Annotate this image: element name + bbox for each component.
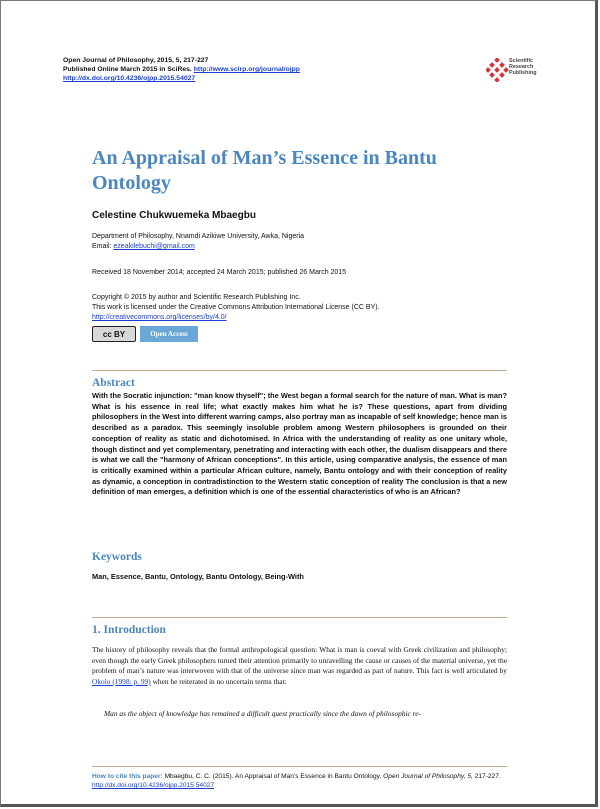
keywords-heading: Keywords bbox=[92, 551, 142, 563]
email-link[interactable]: ezeakilebuchi@gmail.com bbox=[113, 243, 195, 250]
cite-doi-link[interactable]: http://dx.doi.org/10.4236/ojpp.2015.54027 bbox=[92, 782, 215, 789]
keywords-text: Man, Essence, Bantu, Ontology, Bantu Ontology, Being-With bbox=[92, 572, 304, 581]
abstract-heading: Abstract bbox=[92, 377, 135, 389]
introduction-paragraph: The history of philosophy reveals that the formal anthropological question: What is man is coeval with Greek civilization and philosophy; even though the early Greek philosophers turned their attention primarily to unravelling the cause or causes of the material universe, yet the problem of man’s nature was interwoven with that of the universe since man was regarded as part of nature. This fact is well articulated by Okolo (1998: p. 99) when he reiterated in no uncertain terms that: bbox=[92, 645, 507, 686]
divider bbox=[92, 370, 507, 371]
license-url-line bbox=[92, 313, 380, 323]
affiliation: Department of Philosophy, Nnamdi Azikiwe University, Awka, Nigeria bbox=[92, 233, 305, 240]
divider bbox=[92, 766, 507, 767]
journal-header bbox=[63, 56, 300, 83]
email-line: Email: ezeakilebuchi@gmail.com bbox=[92, 243, 195, 250]
divider bbox=[92, 617, 507, 618]
doi-line bbox=[63, 74, 300, 83]
abstract-text: With the Socratic injunction: "man know thyself"; the West began a formal search for the nature of man. What is man? What is his essence in real life; what exactly makes him what he is? These questions, apart from dividing philosophers in the West into different warring camps, also portray man as incapable of self knowledge; hence man is described as a paradox. This seemingly insoluble problem among Western philosophers is grounded on their conception of reality as static and dichotomised. In Africa with the understanding of reality as one unitary whole, though distinct and yet complementary, penetrating and interacting with each other, the dualism disappears and there is what we call the "harmony of African conceptions". In this article, using comparative analysis, the essence of man is critically examined within a particular African culture, namely, Bantu ontology and with their conception of reality as dynamic, a conception in contradistinction to the Western static conception of reality The conclusion is that a new definition of man emerges, a definition which is one of the essential characteristics of who is an African? bbox=[92, 391, 507, 497]
cite-label: How to cite this paper: bbox=[92, 773, 163, 780]
affiliation-block bbox=[92, 232, 304, 252]
block-quote: Man as the object of knowledge has remained a difficult quest practically since the dawn of philosophic re- bbox=[104, 709, 421, 718]
introduction-heading: 1. Introduction bbox=[92, 624, 166, 636]
open-access-badge: Open Access bbox=[140, 326, 198, 342]
received-dates: Received 18 November 2014; accepted 24 March 2015; published 26 March 2015 bbox=[92, 269, 347, 276]
copyright-block bbox=[92, 293, 380, 323]
author-name: Celestine Chukwuemeka Mbaegbu bbox=[92, 210, 256, 221]
doi-link[interactable]: http://dx.doi.org/10.4236/ojpp.2015.54027 bbox=[63, 75, 196, 82]
journal-url-link[interactable]: http://www.scirp.org/journal/ojpp bbox=[193, 66, 300, 73]
how-to-cite: How to cite this paper: Mbaegbu, C. C. (2015). An Appraisal of Man’s Essence in Bantu Ontology. Open Journal of Philosophy, 5, 217-227. http://dx.doi.org/10.4236/ojpp.2015.54027 bbox=[92, 773, 501, 789]
published-line: Published Online March 2015 in SciRes. http://www.scirp.org/journal/ojpp bbox=[63, 66, 300, 73]
license-link[interactable]: http://creativecommons.org/licenses/by/4.0/ bbox=[92, 314, 227, 321]
cc-by-badge[interactable]: cc BY bbox=[92, 326, 136, 342]
publisher-name: Scientific Research Publishing bbox=[509, 58, 537, 77]
license-line: This work is licensed under the Creative Commons Attribution International License (CC BY). bbox=[92, 304, 380, 311]
citation-link[interactable]: Okolo (1998: p. 99) bbox=[92, 676, 151, 686]
copyright-line: Copyright © 2015 by author and Scientific Research Publishing Inc. bbox=[92, 294, 301, 301]
paper-title: An Appraisal of Man’s Essence in Bantu Ontology bbox=[92, 147, 437, 194]
journal-line: Open Journal of Philosophy, 2015, 5, 217-227 bbox=[63, 57, 209, 64]
